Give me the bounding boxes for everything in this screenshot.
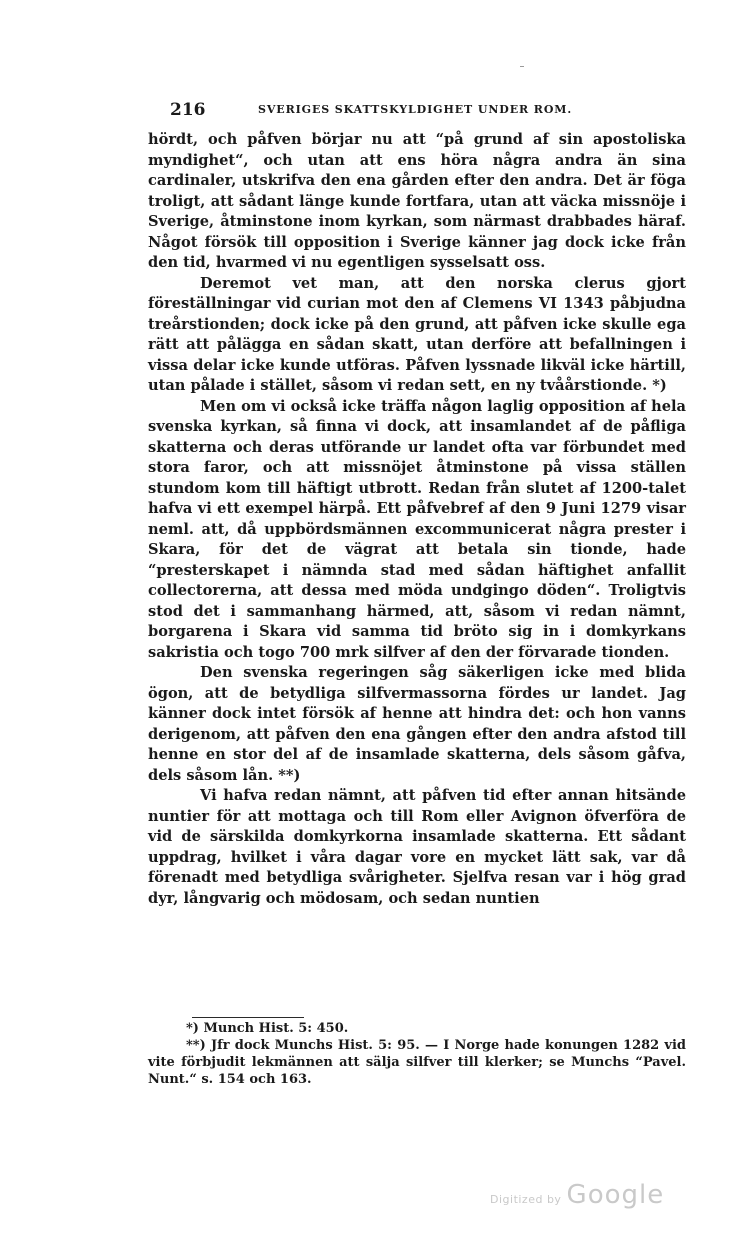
paragraph: hördt, och påfven börjar nu att “på grund af sin apostoliska myndighet“, och utan att ens höra några andra än sina cardinaler, utskrifva den ena gården efter den andra. Det är föga troligt, att sådant länge kunde fortfara, utan att väcka missnöje i Sverige, åtminstone inom kyrkan, som närmast drabbades häraf. Något försök till opposition i Sverige känner jag dock icke från den tid, hvarmed vi nu egentligen sysselsatt oss. — [148, 131, 686, 271]
paragraph: Den svenska regeringen såg säkerligen icke med blida ögon, att de betydliga silfvermassorna fördes ur landet. Jag känner dock intet försök af henne att hindra det: och hon vanns derigenom, att påfven den ena gången efter den andra afstod till henne en stor del af de insamlade skatterna, dels såsom gåfva, dels såsom lån. **) — [148, 664, 686, 784]
footnote: **) Jfr dock Munchs Hist. 5: 95. — I Norge hade konungen 1282 vid vite förbjudit lekmännen att sälja silfver till klerker; se Munchs “Pavel. Nunt.“ s. 154 och 163. — [148, 1038, 686, 1087]
paragraph: Vi hafva redan nämnt, att påfven tid efter annan hitsände nuntier för att mottaga och till Rom eller Avignon öfverföra de vid de särskilda domkyrkorna insamlade skatterna. Ett sådant uppdrag, hvilket i våra dagar vore en mycket lätt sak, var då förenadt med betydliga svårigheter. Sjelfva resan var i hög grad dyr, långvarig och mödosam, och sedan nuntien — [148, 787, 686, 907]
page-number: 216 — [170, 100, 206, 120]
running-head: SVERIGES SKATTSKYLDIGHET UNDER ROM. — [258, 103, 573, 116]
body-text — [148, 130, 686, 909]
page-header — [170, 100, 690, 122]
digitization-watermark — [490, 1180, 664, 1210]
footnote-divider — [192, 1017, 304, 1018]
print-speck — [520, 66, 524, 67]
paragraph: Deremot vet man, att den norska clerus gjort föreställningar vid curian mot den af Clemens VI 1343 påbjudna treårstionden; dock icke på den grund, att påfven icke skulle ega rätt att pålägga en sådan skatt, utan derföre att befallningen i vissa delar icke kunde utföras. Påfven lyssnade likväl icke härtill, utan pålade i stället, såsom vi redan sett, en ny tvåårstionde. *) — [148, 274, 686, 394]
footnote: *) Munch Hist. 5: 450. — [186, 1021, 349, 1036]
google-logo: Google — [566, 1180, 665, 1210]
watermark-prefix: Digitized by — [490, 1193, 562, 1206]
paragraph: Men om vi också icke träffa någon laglig opposition af hela svenska kyrkan, så finna vi dock, att insamlandet af de påfliga skatterna och deras utförande ur landet ofta var förbundet med stora faror, och att missnöjet åtminstone på vissa ställen stundom kom till häftigt utbrott. Redan från slutet af 1200-talet hafva vi ett exempel härpå. Ett påfvebref af den 9 Juni 1279 visar neml. att, då uppbördsmännen excommunicerat några prester i Skara, för det de vägrat att betala sin tionde, hade “presterskapet i nämnda stad med sådan häftighet anfallit collectorerna, att dessa med möda undgingo döden“. Troligtvis stod det i sammanhang härmed, att, såsom vi redan nämnt, borgarena i Skara vid samma tid bröto sig in i domkyrkans sakristia och togo 700 mrk silfver af den der förvarade tionden. — [148, 397, 686, 661]
footnotes — [148, 1020, 686, 1088]
